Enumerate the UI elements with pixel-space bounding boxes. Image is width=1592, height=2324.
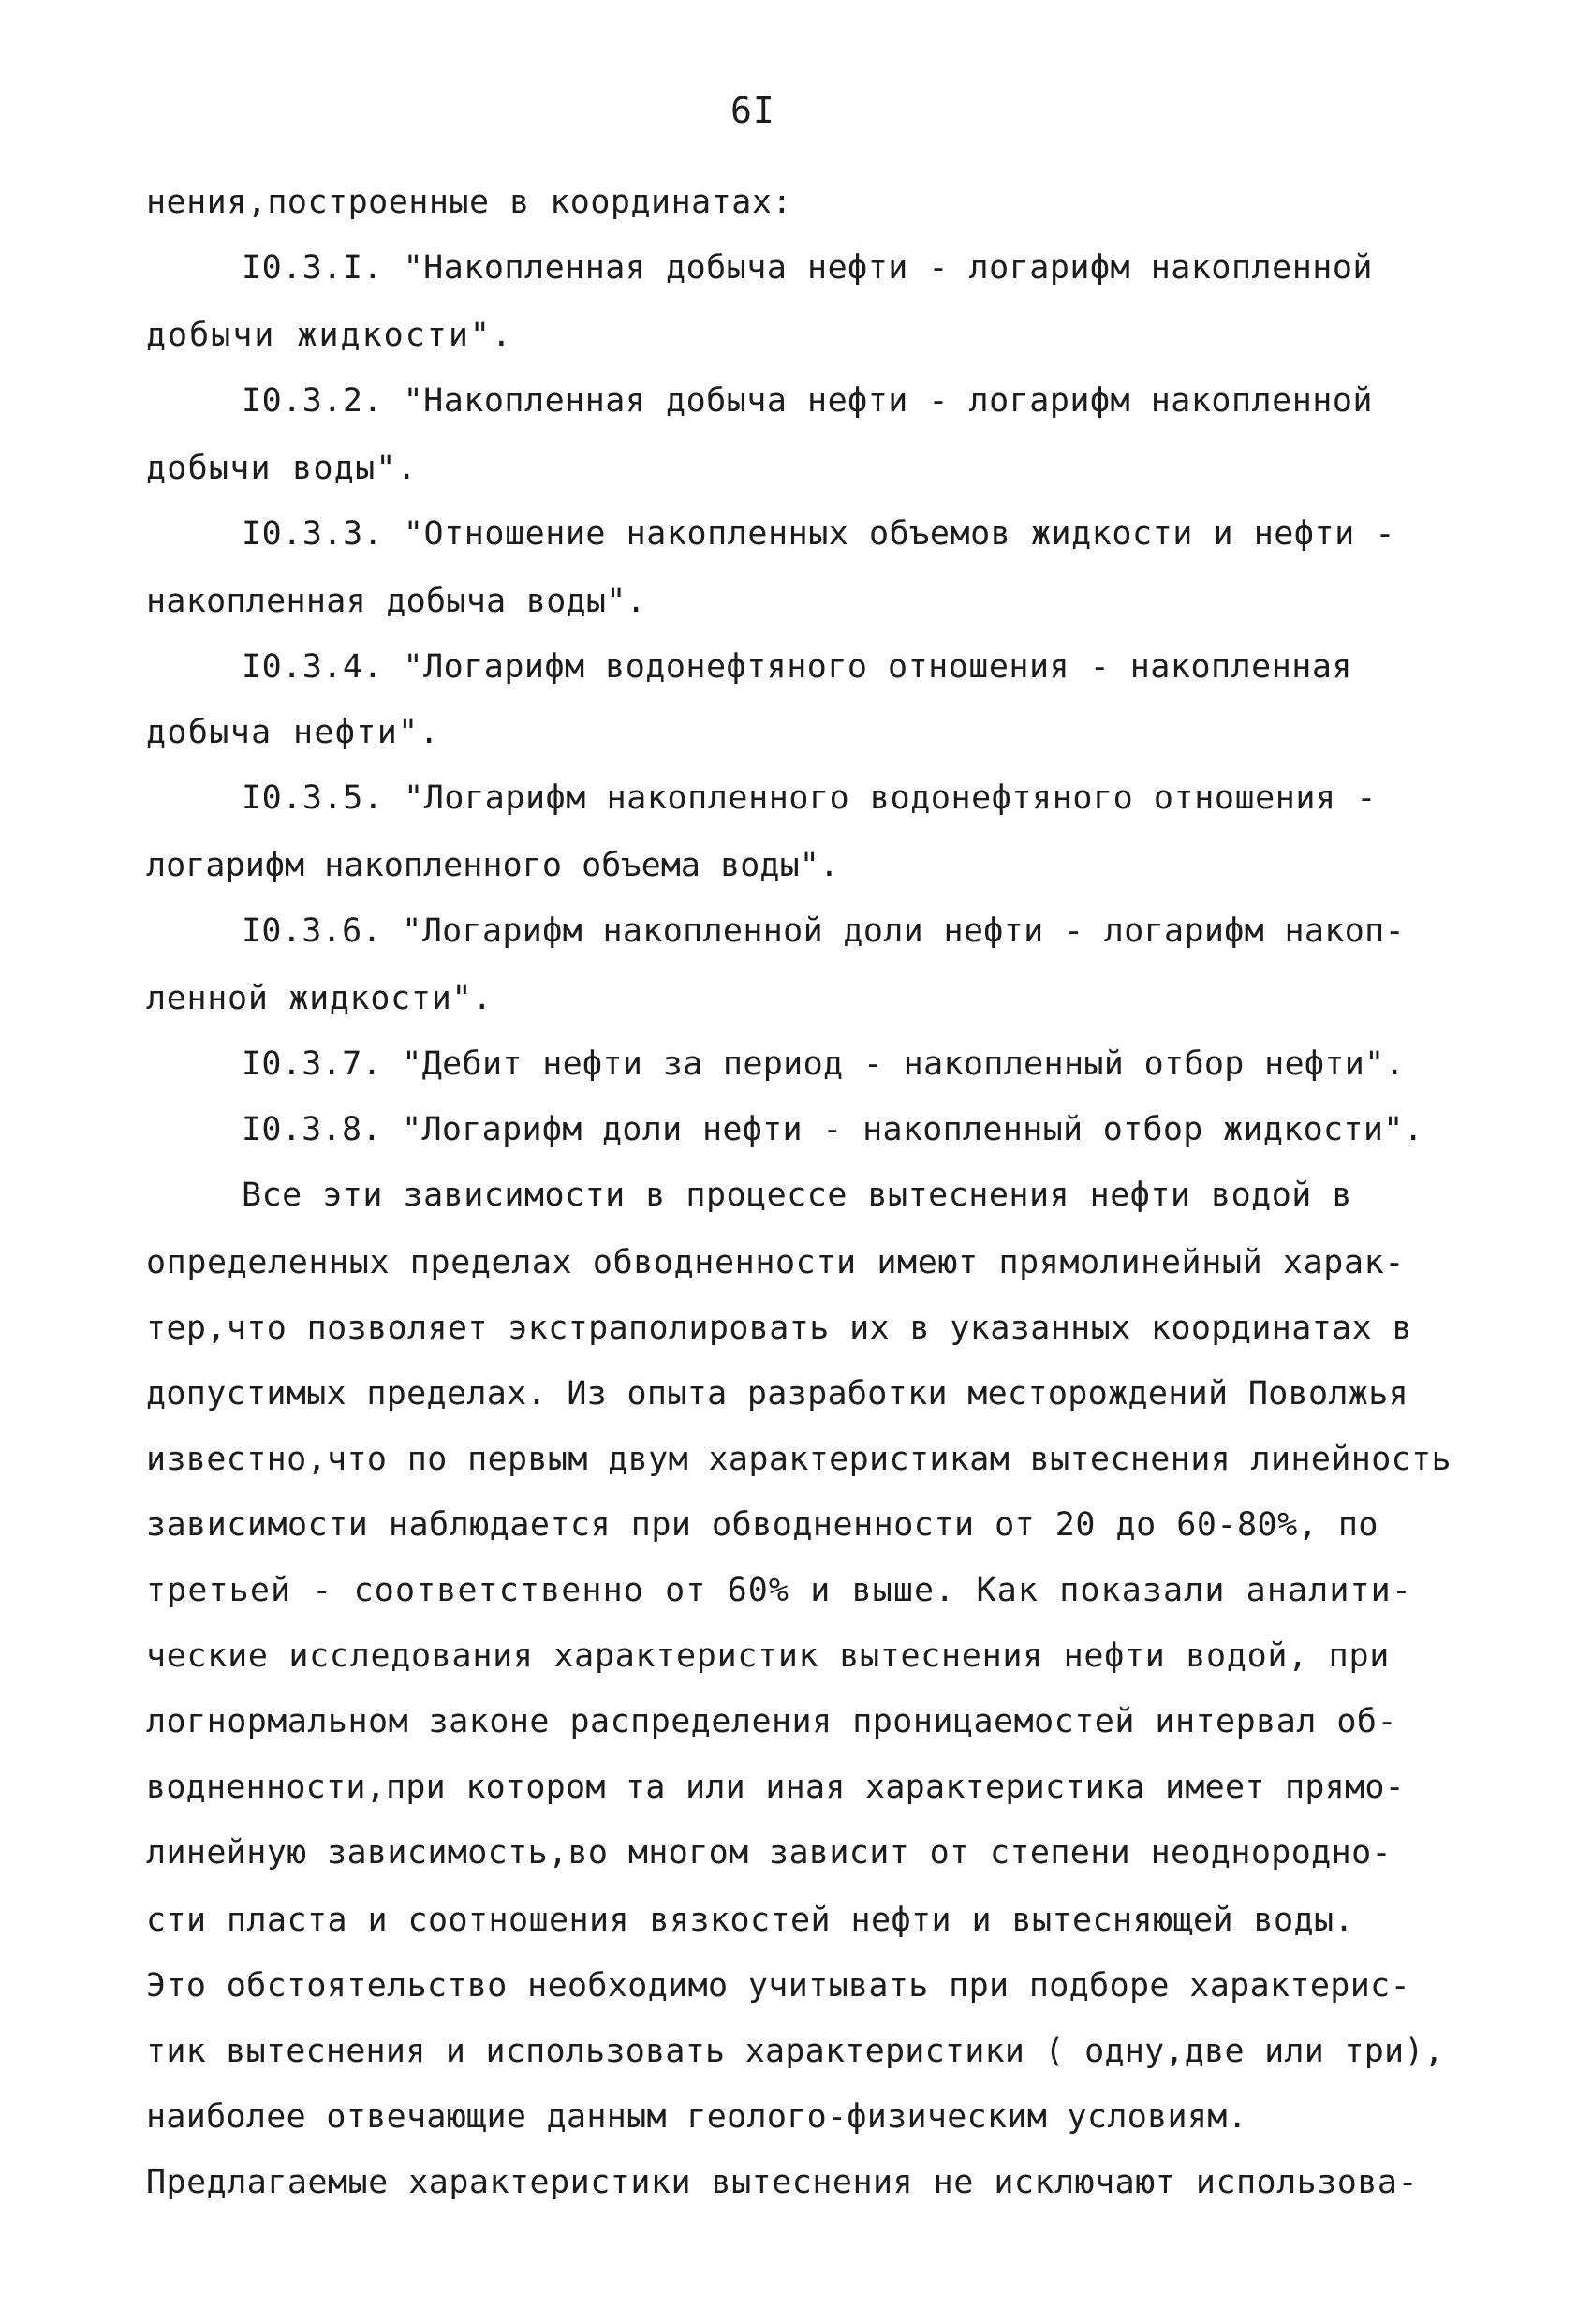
text-line: ческие исследования характеристик вытеснения нефти водой, при xyxy=(146,1637,1390,1675)
text-line: I0.3.5. "Логарифм накопленного водонефтяного отношения - xyxy=(242,779,1377,817)
text-line: Предлагаемые характеристики вытеснения не исключают использова- xyxy=(146,2164,1418,2201)
text-line: нения,построенные в координатах: xyxy=(146,184,792,221)
text-line: линейную зависимость,во многом зависит от степени неоднородно- xyxy=(146,1834,1392,1872)
text-line: накопленная добыча воды". xyxy=(146,583,646,620)
text-line: водненности,при котором та или иная характеристика имеет прямо- xyxy=(146,1769,1405,1806)
text-line: логарифм накопленного объема воды". xyxy=(146,847,839,884)
text-line: сти пласта и соотношения вязкостей нефти и вытесняющей воды. xyxy=(146,1902,1354,1939)
text-line: I0.3.4. "Логарифм водонефтяного отношения - накопленная xyxy=(242,648,1352,686)
text-line: известно,что по первым двум характеристикам вытеснения линейность xyxy=(146,1441,1452,1478)
text-line: I0.3.7. "Дебит нефти за период - накопленный отбор нефти". xyxy=(242,1045,1405,1083)
text-line: I0.3.I. "Накопленная добыча нефти - логарифм накопленной xyxy=(242,249,1373,287)
text-line: Это обстоятельство необходимо учитывать при подборе характерис- xyxy=(146,1967,1410,2005)
text-line: I0.3.6. "Логарифм накопленной доли нефти - логарифм накоп- xyxy=(242,912,1405,950)
text-line: тер,что позволяет экстраполировать их в указанных координатах в xyxy=(146,1310,1412,1347)
text-line: добыча нефти". xyxy=(146,714,440,751)
text-line: I0.3.3. "Отношение накопленных объемов жидкости и нефти - xyxy=(242,515,1395,553)
text-line: третьей - соответственно от 60% и выше. Как показали аналити- xyxy=(146,1572,1412,1609)
text-line: добычи жидкости". xyxy=(146,317,513,354)
page-number: 6I xyxy=(730,90,775,131)
text-line: I0.3.8. "Логарифм доли нефти - накопленный отбор жидкости". xyxy=(242,1111,1423,1148)
text-line: допустимых пределах. Из опыта разработки месторождений Поволжья xyxy=(146,1375,1408,1413)
text-line: ленной жидкости". xyxy=(146,980,493,1017)
text-line: I0.3.2. "Накопленная добыча нефти - логарифм накопленной xyxy=(242,382,1373,420)
text-line: логнормальном законе распределения проницаемостей интервал об- xyxy=(146,1703,1397,1740)
text-line: определенных пределах обводненности имеют прямолинейный харак- xyxy=(146,1244,1405,1281)
text-line: Все эти зависимости в процессе вытеснения нефти водой в xyxy=(242,1177,1352,1214)
text-line: тик вытеснения и использовать характеристики ( одну,две или три), xyxy=(146,2033,1444,2070)
text-line: наиболее отвечающие данным геолого-физическим условиям. xyxy=(146,2098,1247,2136)
text-line: добычи воды". xyxy=(146,450,418,487)
text-line: зависимости наблюдается при обводненности от 20 до 60-80%, по xyxy=(146,1506,1378,1544)
